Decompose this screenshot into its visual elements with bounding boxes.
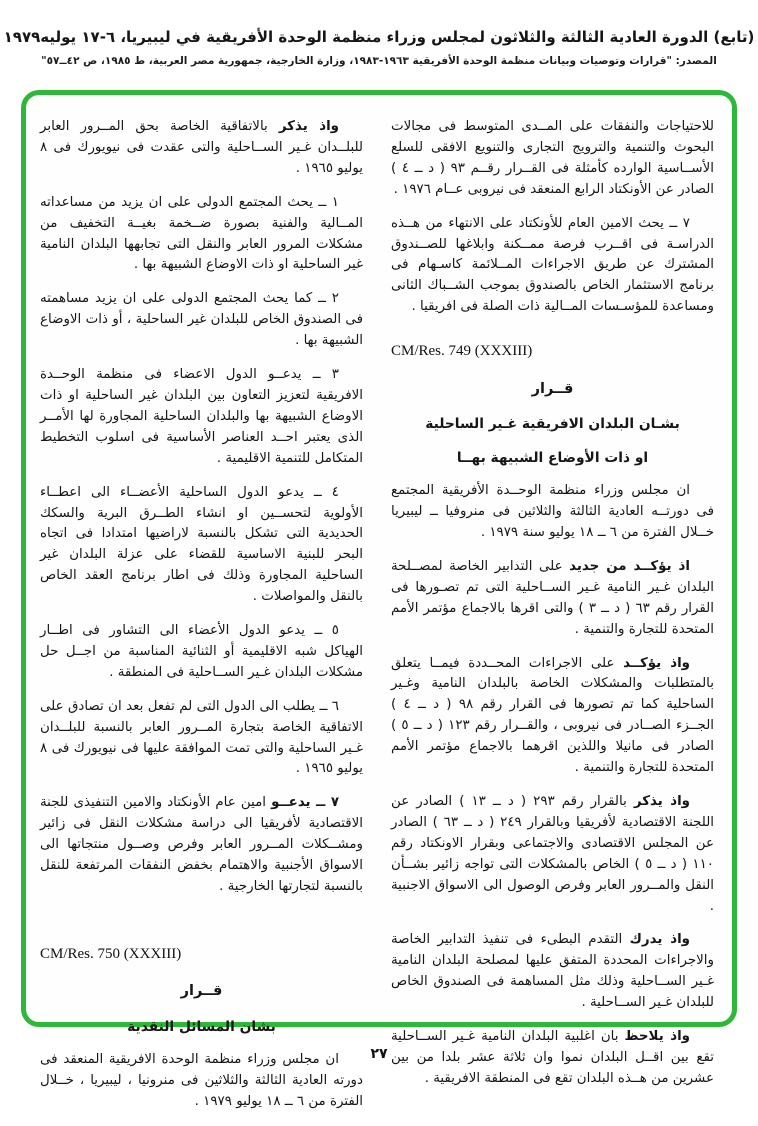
resolution-subtitle-749-line2: او ذات الأوضاع الشبيهة بهــا <box>456 449 649 466</box>
paragraph-lead: واذ يؤكــد <box>623 655 690 671</box>
column-right <box>391 117 714 1103</box>
source-line: المصدر: "قرارات وتوصيات وبيانات منظمة الوحدة الأفريقية ١٩٦٣-١٩٨٣، وزارة الخارجية، جمهورية مصر العربية، ط ١٩٨٥، ص ٤٢ــ٥٧" <box>41 55 717 67</box>
paragraph-council: ان مجلس وزراء منظمة الوحــدة الأفريقية المجتمع فى دورتــه العادية الثالثة والثلاثين فى منروفيا ــ ليبيريا خــلال الفترة من ٦ ــ ١٨ يوليو سنة ١٩٧٩ . <box>391 483 714 540</box>
paragraph-needs: للاحتياجات والنفقات على المــدى المتوسط فى مجالات البحوث والتنمية والترويج التجارى والتنويع الافقى للسلع الأســاسية الوارده كأمثلة فى القــرار رقــم ٩٣ ( د ــ ٤ ) الصادر عن الأونكتاد الرابع المنعقد فى نيروبى عــام ١٩٧٦ . <box>391 119 715 197</box>
resolution-title-750: قــرار <box>180 983 223 1000</box>
paragraph-council-2: ان مجلس وزراء منظمة الوحدة الافريقية المنعقد فى دورته العادية الثالثة والثلاثين فى منرونيا ، ليبيريا ، خــلال الفترة من ٦ ــ ١٨ يوليو ١٩٧٩ . <box>40 1052 363 1110</box>
list-item-7 <box>40 793 363 898</box>
paragraph-lead: اذ يؤكــد من جديد <box>569 558 690 574</box>
resolution-code-750: CM/Res. 750 (XXXIII) <box>40 945 182 962</box>
paragraph-body: بالقرار رقم ٢٩٣ ( د ــ ١٣ ) الصادر عن اللجنة الاقتصادية لأفريقيا وبالقرار ٢٤٩ ( د ــ ٦٣ ) الصادر عن المجلس الاقتصادى والاجتماعى وبقرار الاونكتاد رقم ١١٠ ( د ــ ٥ ) الخاص بالمشكلات التى تواجه زائير بشــأن النقل والمــرور العابر وفرص الوصول الى الاسواق الاجنبية . <box>391 793 714 914</box>
paragraph-convention <box>40 117 363 180</box>
paragraph-lead: واذ يذكر <box>633 793 690 809</box>
paragraph-confirm <box>391 654 714 779</box>
resolution-subtitle-750: بشان المسائل النقدية <box>127 1018 276 1035</box>
page-header <box>0 28 758 67</box>
paragraph-lead: واذ يدرك <box>629 932 690 948</box>
list-item-5: ٥ ــ يدعو الدول الأعضاء الى التشاور فى اطــار الهياكل شبه الاقليمية أو الثنائية المناسبة من اجــل حل مشكلات البلدان غـير الســاحلية فى المنطقة . <box>40 623 363 680</box>
list-item-4: ٤ ــ يدعو الدول الساحلية الأعضــاء الى اعطــاء الأولوية لتحســين او انشاء الطــرق البرية والسكك الحديدية التى تشكل بالنسبة لاراضيها امتدادا فى اتجاه البحر للبنية الاساسية للقضاء على عزلة البلدان غير الساحلية المجاورة وذلك فى اطار برنامج العقد الخاص بالنقل والمواصلات . <box>40 484 363 605</box>
paragraph-body: بان اغلبية البلدان النامية غـير الســاحلية تقع بين اقــل البلدان نموا وان ثلاثة عشر بلدا من بين عشرين من هــذه البلدان تقع فى المنطقة الافريقية . <box>391 1029 714 1086</box>
page-number: ٢٧ <box>370 1046 388 1062</box>
paragraph-item7-unctad: ٧ ــ يحث الامين العام للأونكتاد على الانتهاء من هــذه الدراسـة فى اقــرب فرصة ممــكنة وابلاغها للصــندوق المشترك عن طريق الاجراءات المــلائمة كاسـهام فى برنامج الاستثمار الخاص بالصندوق بموجب الشــباك الثانى ومساعدة للمؤسـسات المــالية ذات الصلة فى افريقيا . <box>391 215 714 315</box>
paragraph-recall <box>391 792 714 917</box>
list-item-3: ٣ ــ يدعــو الدول الاعضاء فى منظمة الوحــدة الافريقية لتعزيز التعاون بين البلدان غير الساحلية او ذات الاوضاع الشبيهة بها والبلدان الساحلية المجاورة لها الأمــر الذى يعتبر احــد العناصر الأساسية فى اسلوب التخطيط المتكامل للتنمية الاقليمية . <box>40 367 363 466</box>
paragraph-body: التقدم البطىء فى تنفيذ التدابير الخاصة والاجراءات المحددة المتفق عليها لمصلحة البلدان النامية غـير الســاحلية وذلك مثل المساهمة فى الصندوق الخاص للبلدان غـير الســاحلية . <box>391 932 714 1011</box>
paragraph-body: امين عام الأونكتاد والامين التنفيذى للجنة الاقتصادية لأفريقيا الى دراسة مشكلات النقل فى زائير ومشــكلات المــرور العابر وفرص وصــول منتجاتها الى الاسواق الأجنبية والاهتمام بخفض النفقات المرتفعة للنقل بالنسبة لتجارتها الخارجية . <box>40 795 363 894</box>
resolution-subtitle-749-line1: بشـان البلدان الافريقية غـير الساحلية <box>425 416 680 433</box>
list-item-2: ٢ ــ كما يحث المجتمع الدولى على ان يزيد مساهمته فى الصندوق الخاص للبلدان غير الساحلية ، أو ذات الاوضاع الشبيهة بها . <box>40 291 363 349</box>
session-title: (تابع) الدورة العادية الثالثة والثلاثون لمجلس وزراء منظمة الوحدة الأفريقية في ليبيريا، ٦-١٧ يوليه١٩٧٩ <box>3 28 755 46</box>
column-left <box>40 117 363 1126</box>
paragraph-lead: واذ يذكر <box>278 119 339 134</box>
list-item-1: ١ ــ يحث المجتمع الدولى على ان يزيد من مساعداته المــالية والفنية بصورة ضــخمة بغيــة التخفيف من مشكلات المرور العابر والنقل التى تجابهها البلدان النامية غير الساحلية او ذات الاوضاع الشبيهة بها . <box>40 194 363 273</box>
paragraph-lead: ٧ ــ يدعــو <box>271 795 339 811</box>
paragraph-body: على التدابير الخاصة لمصــلحة البلدان غـير النامية غـير الســاحلية التى تم تصـورها فى القرار رقم ٦٣ ( د ــ ٣ ) والتى اقرها بالاجماع مؤتمر الأمم المتحدة للتجارة والتنمية . <box>391 558 714 637</box>
paragraph-aware <box>391 930 714 1014</box>
resolution-title-749: قــرار <box>531 380 574 397</box>
paragraph-body: على الاجراءات المحــددة فيمــا يتعلق بالمتطلبات والمشكلات الخاصة بالبلدان النامية وغـير الساحلية كما تم تصورها فى القرار رقم ٩٨ ( د ــ ٤ ) الجــزء الصــادر فى نيروبى ، والقــرار رقم ١٢٣ ( د ــ ٥ ) الصادر فى مانيلا واللذين اقرهما بالاجماع مؤتمر الأمم المتحدة للتجارة والتنمية . <box>391 655 715 776</box>
resolution-code-749: CM/Res. 749 (XXXIII) <box>391 343 533 360</box>
list-item-6: ٦ ــ يطلب الى الدول التى لم تفعل بعد ان تصادق على الاتفاقية الخاصة بتجارة المــرور العابر بالنسبة للبلــدان غـير الساحلية والتى تمت الموافقة عليها فى نيويورك فى ٨ يوليو ١٩٦٥ . <box>40 698 363 777</box>
paragraph-lead: واذ يلاحظ <box>624 1029 690 1045</box>
spacer <box>40 911 363 921</box>
paragraph-reaffirm <box>391 557 714 641</box>
paragraph-body: بالاتفاقية الخاصة بحق المــرور العابر للبلــدان غـير الســاحلية والتى عقدت فى نيويورك فى ٨ يوليو ١٩٦٥ . <box>40 119 363 176</box>
